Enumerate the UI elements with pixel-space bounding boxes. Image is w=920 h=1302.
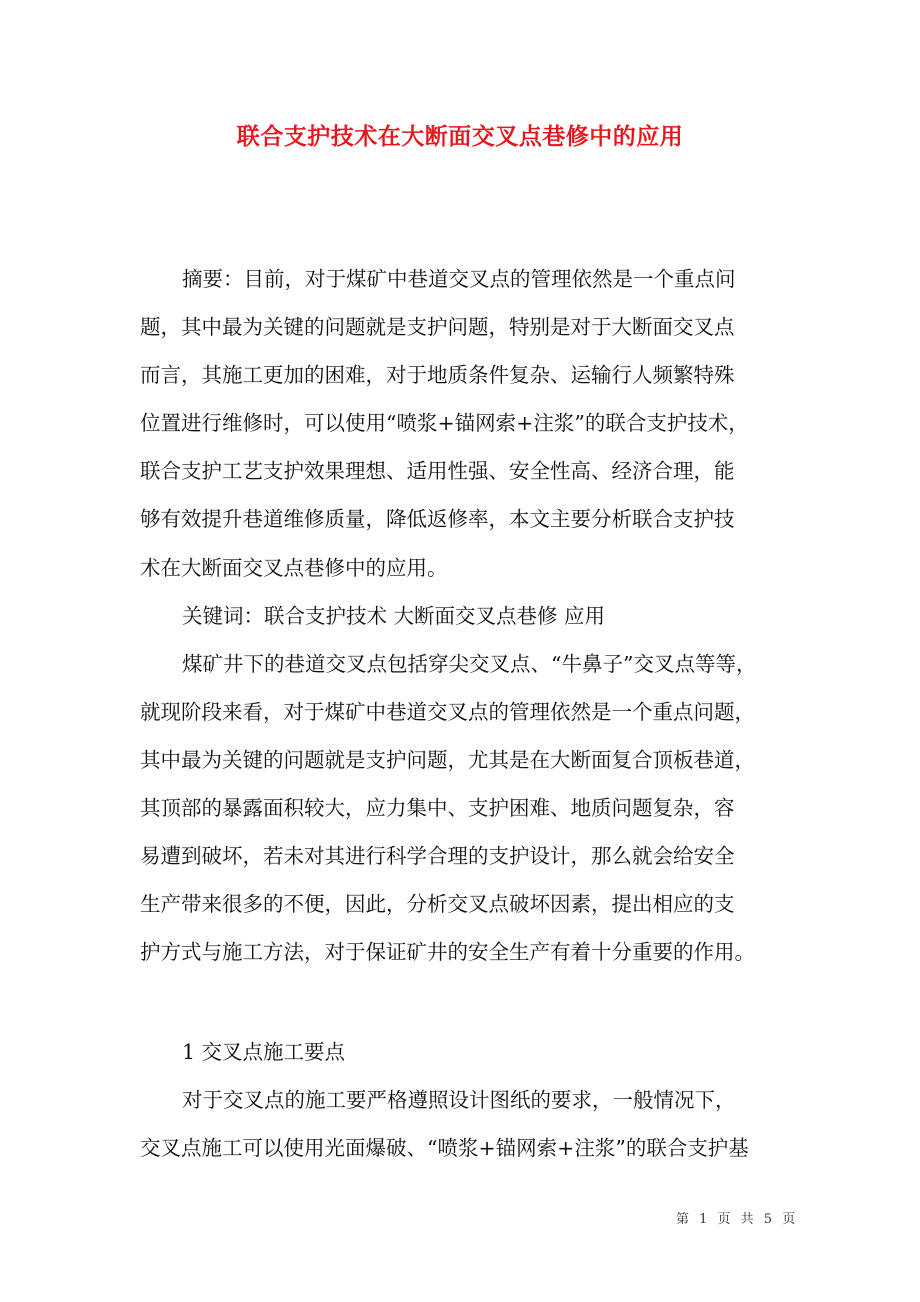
- document-title: 联合支护技术在大断面交叉点巷修中的应用: [236, 123, 684, 150]
- body-line: 煤矿井下的巷道交叉点包括穿尖交叉点、“牛鼻子”交叉点等等，: [182, 652, 757, 676]
- body-line: 易遭到破坏，若未对其进行科学合理的支护设计，那么就会给安全: [140, 844, 735, 868]
- section-heading: 1 交叉点施工要点: [182, 1040, 346, 1064]
- page-number: 第 1 页 共 5 页: [676, 1212, 799, 1227]
- abstract-line: 够有效提升巷道维修质量，降低返修率，本文主要分析联合支护技: [140, 507, 735, 531]
- abstract-line: 摘要：目前，对于煤矿中巷道交叉点的管理依然是一个重点问: [182, 267, 736, 291]
- body-line: 护方式与施工方法，对于保证矿井的安全生产有着十分重要的作用。: [140, 940, 755, 964]
- abstract-line: 而言，其施工更加的困难，对于地质条件复杂、运输行人频繁特殊: [140, 363, 735, 387]
- abstract-line: 联合支护工艺支护效果理想、适用性强、安全性高、经济合理，能: [140, 459, 735, 483]
- body-line: 交叉点施工可以使用光面爆破、“喷浆+锚网索+注浆”的联合支护基: [140, 1136, 749, 1160]
- keywords-line: 关键词：联合支护技术 大断面交叉点巷修 应用: [182, 604, 606, 628]
- abstract-line: 题，其中最为关键的问题就是支护问题，特别是对于大断面交叉点: [140, 315, 735, 339]
- abstract-line: 位置进行维修时，可以使用“喷浆+锚网索+注浆”的联合支护技术，: [140, 411, 749, 435]
- body-line: 其中最为关键的问题就是支护问题，尤其是在大断面复合顶板巷道，: [140, 748, 755, 772]
- body-line: 就现阶段来看，对于煤矿中巷道交叉点的管理依然是一个重点问题，: [140, 700, 755, 724]
- body-line: 对于交叉点的施工要严格遵照设计图纸的要求，一般情况下，: [182, 1088, 736, 1112]
- abstract-line: 术在大断面交叉点巷修中的应用。: [140, 556, 448, 580]
- body-line: 其顶部的暴露面积较大，应力集中、支护困难、地质问题复杂，容: [140, 796, 735, 820]
- body-line: 生产带来很多的不便，因此，分析交叉点破坏因素，提出相应的支: [140, 892, 735, 916]
